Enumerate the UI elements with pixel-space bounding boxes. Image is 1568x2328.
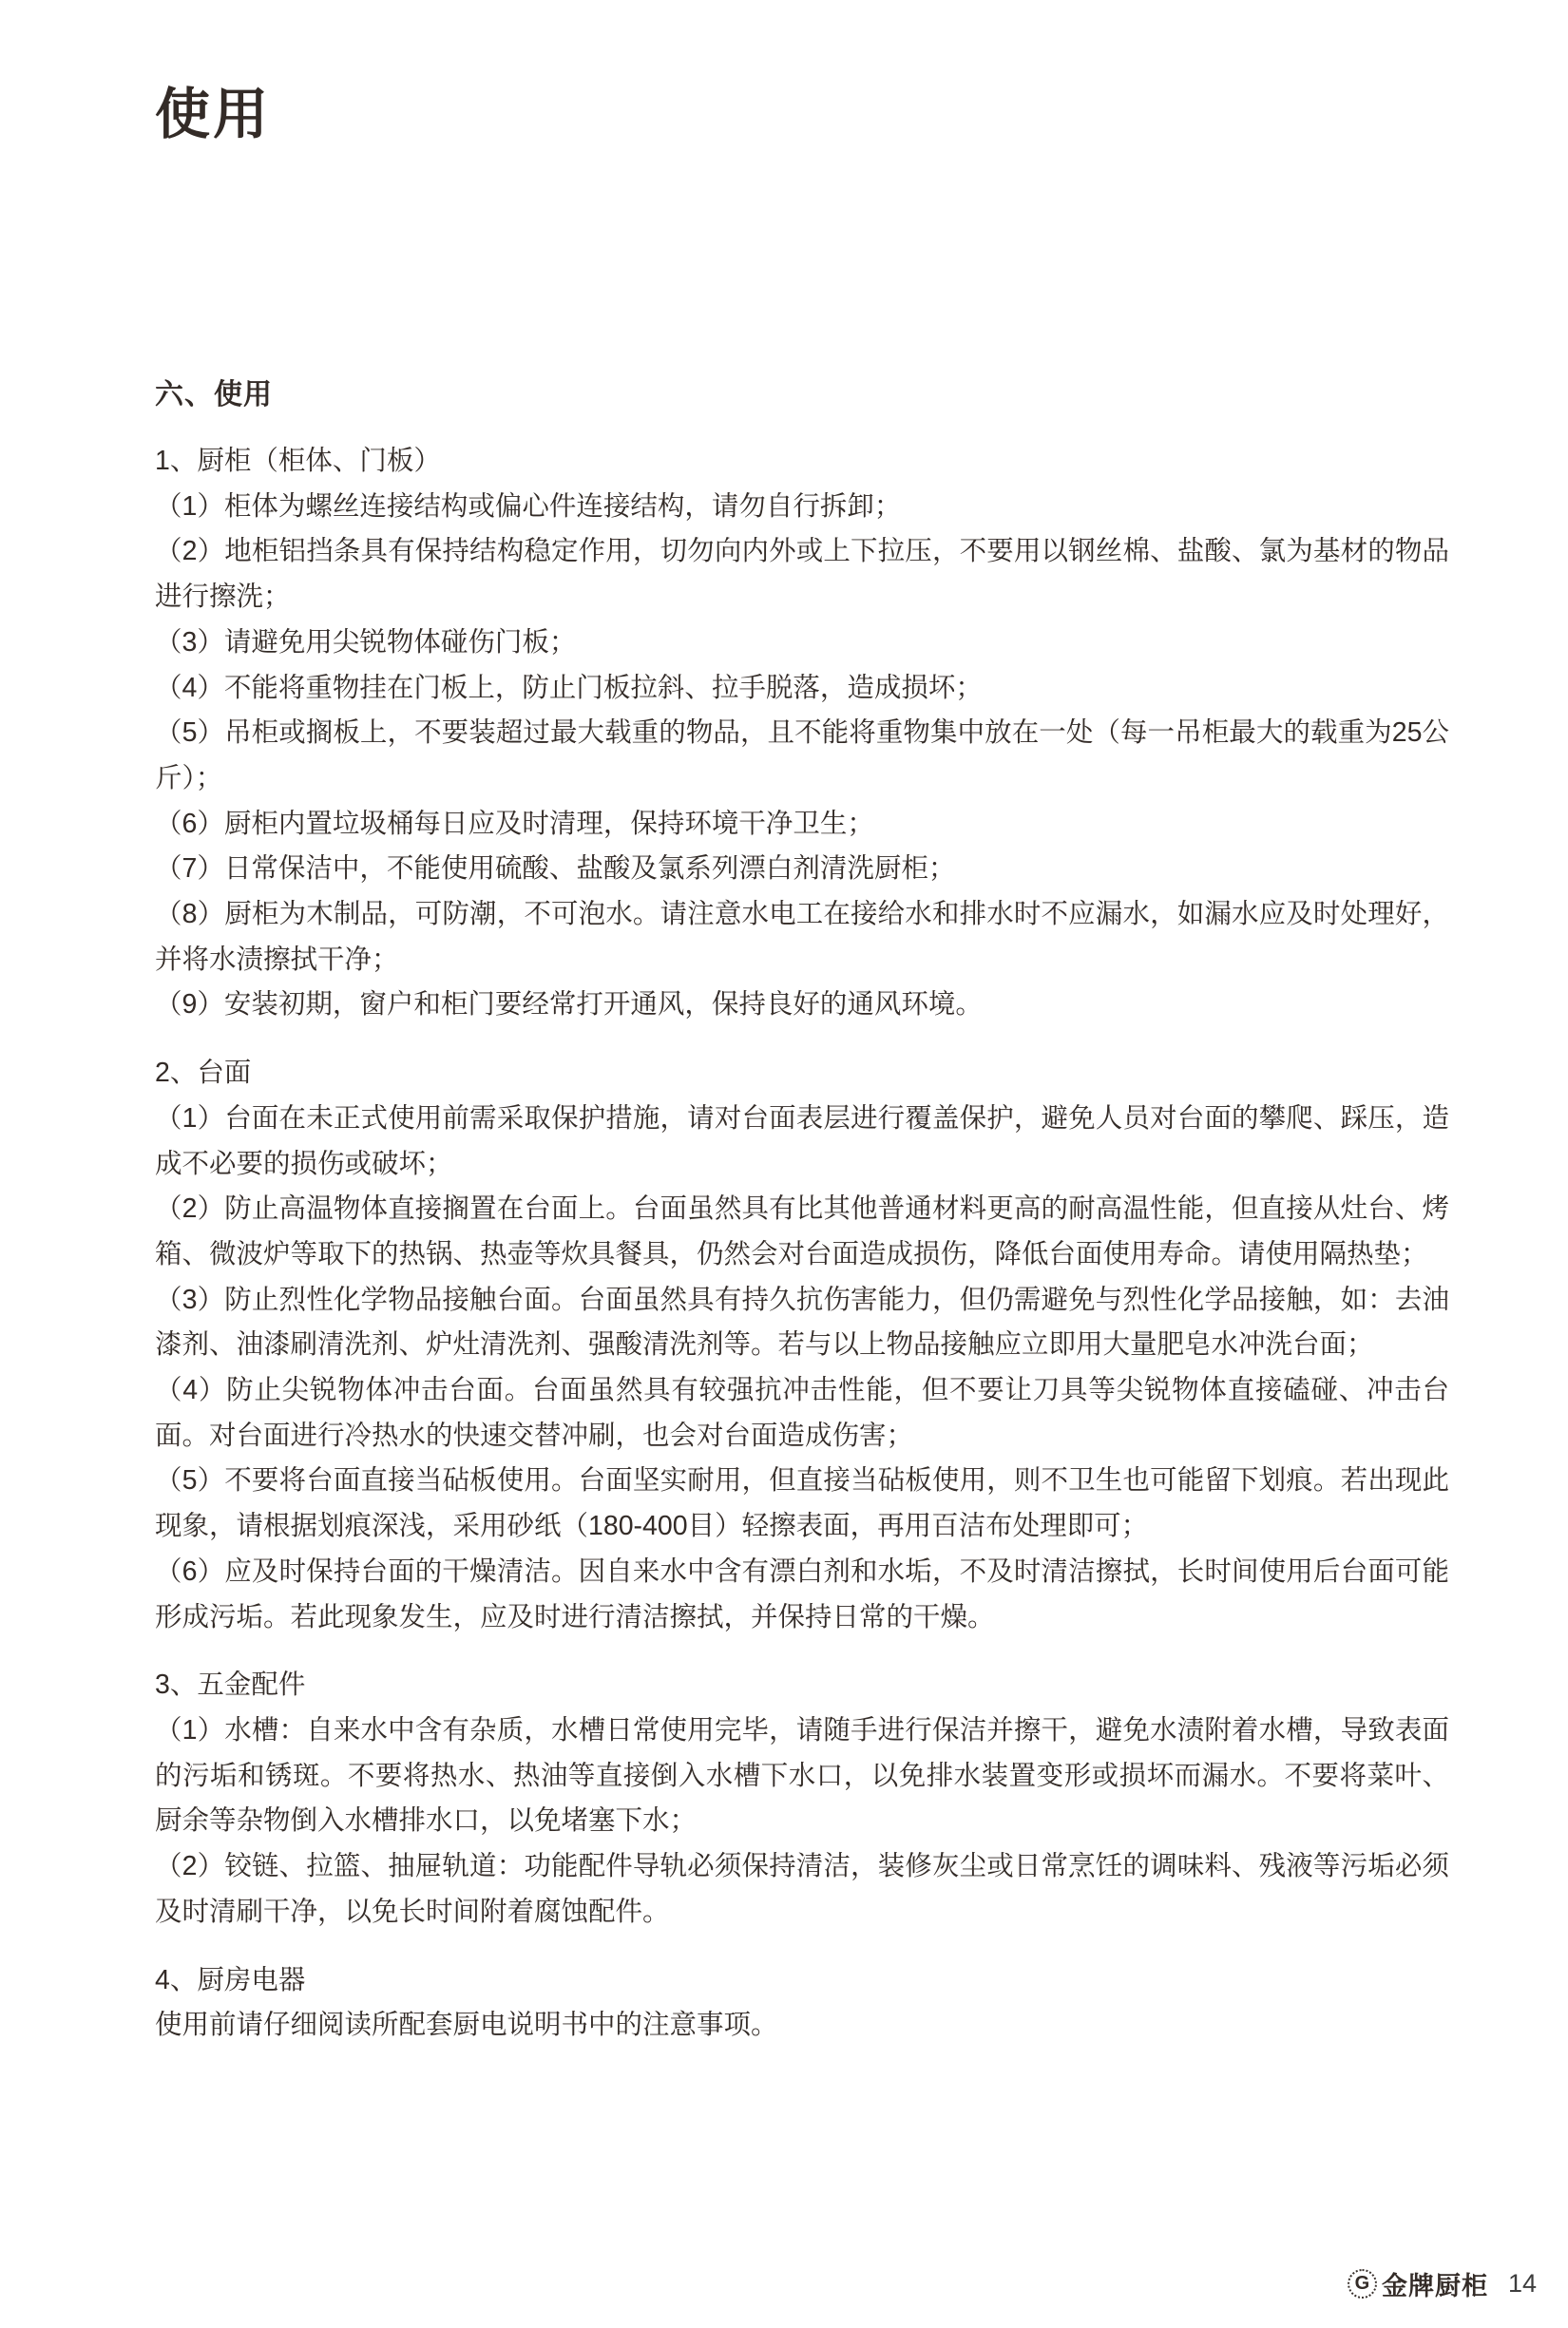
manual-item: （1）台面在未正式使用前需采取保护措施，请对台面表层进行覆盖保护，避免人员对台面的攀爬、踩压，造成不必要的损伤或破坏； [155,1102,1449,1179]
manual-item: （2）地柜铝挡条具有保持结构稳定作用，切勿向内外或上下拉压，不要用以钢丝棉、盐酸、氯为基材的物品进行擦洗； [155,536,1449,613]
brand-name: 金牌厨柜 [1381,2272,1488,2300]
section-title: 3、五金配件 [155,1670,306,1701]
manual-item: （7）日常保洁中，不能使用硫酸、盐酸及氯系列漂白剂清洗厨柜； [155,853,956,885]
section-title: 2、台面 [155,1058,252,1089]
section-countertop [155,1051,1449,1640]
manual-item: （2）防止高温物体直接搁置在台面上。台面虽然具有比其他普通材料更高的耐高温性能，但直接从灶台、烤箱、微波炉等取下的热锅、热壶等炊具餐具，仍然会对台面造成损伤，降低台面使用寿命。请使用隔热垫； [155,1193,1449,1269]
manual-item: （6）应及时保持台面的干燥清洁。因自来水中含有漂白剂和水垢，不及时清洁擦拭，长时间使用后台面可能形成污垢。若此现象发生，应及时进行清洁擦拭，并保持日常的干燥。 [155,1555,1449,1632]
brand-logo-letter: G [1354,2272,1370,2294]
section-cabinet [155,439,1449,1028]
brand-logo-icon [1348,2269,1377,2299]
section-title: 1、厨柜（柜体、门板） [155,446,441,476]
manual-item: （4）不能将重物挂在门板上，防止门板拉斜、拉手脱落，造成损坏； [155,672,983,703]
manual-item: （1）水槽：自来水中含有杂质，水槽日常使用完毕，请随手进行保洁并擦干，避免水渍附着水槽，导致表面的污垢和锈斑。不要将热水、热油等直接倒入水槽下水口，以免排水装置变形或损坏而漏水。不要将菜叶、厨余等杂物倒入水槽排水口，以免堵塞下水； [155,1714,1449,1837]
section-appliances [155,1958,1449,2049]
manual-item: （9）安装初期，窗户和柜门要经常打开通风，保持良好的通风环境。 [155,989,983,1021]
chapter-heading: 六、使用 [155,379,273,410]
manual-item: （6）厨柜内置垃圾桶每日应及时清理，保持环境干净卫生； [155,808,874,839]
page-number: 14 [1507,2269,1537,2298]
page-content [155,86,1449,2049]
page-title: 使用 [155,84,272,145]
section-hardware [155,1663,1449,1935]
manual-item: （2）铰链、拉篮、抽屉轨道：功能配件导轨必须保持清洁，装修灰尘或日常烹饪的调味料、残液等污垢必须及时清刷干净，以免长时间附着腐蚀配件。 [155,1851,1449,1927]
manual-item: 使用前请仔细阅读所配套厨电说明书中的注意事项。 [155,2010,778,2041]
page-footer [1348,2265,1537,2302]
manual-item: （1）柜体为螺丝连接结构或偏心件连接结构，请勿自行拆卸； [155,490,902,522]
manual-item: （4）防止尖锐物体冲击台面。台面虽然具有较强抗冲击性能，但不要让刀具等尖锐物体直接磕碰、冲击台面。对台面进行冷热水的快速交替冲刷，也会对台面造成伤害； [155,1375,1449,1451]
manual-item: （3）防止烈性化学物品接触台面。台面虽然具有持久抗伤害能力，但仍需避免与烈性化学品接触，如：去油漆剂、油漆刷清洗剂、炉灶清洗剂、强酸清洗剂等。若与以上物品接触应立即用大量肥皂水冲洗台面； [155,1284,1449,1361]
manual-item: （8）厨柜为木制品，可防潮，不可泡水。请注意水电工在接给水和排水时不应漏水，如漏水应及时处理好，并将水渍擦拭干净； [155,899,1449,975]
manual-item: （5）吊柜或搁板上，不要装超过最大载重的物品，且不能将重物集中放在一处（每一吊柜最大的载重为25公斤）； [155,717,1449,793]
manual-item: （5）不要将台面直接当砧板使用。台面坚实耐用，但直接当砧板使用，则不卫生也可能留下划痕。若出现此现象，请根据划痕深浅，采用砂纸（180-400目）轻擦表面，再用百洁布处理即可； [155,1465,1449,1542]
manual-item: （3）请避免用尖锐物体碰伤门板； [155,626,577,658]
section-title: 4、厨房电器 [155,1964,306,1995]
